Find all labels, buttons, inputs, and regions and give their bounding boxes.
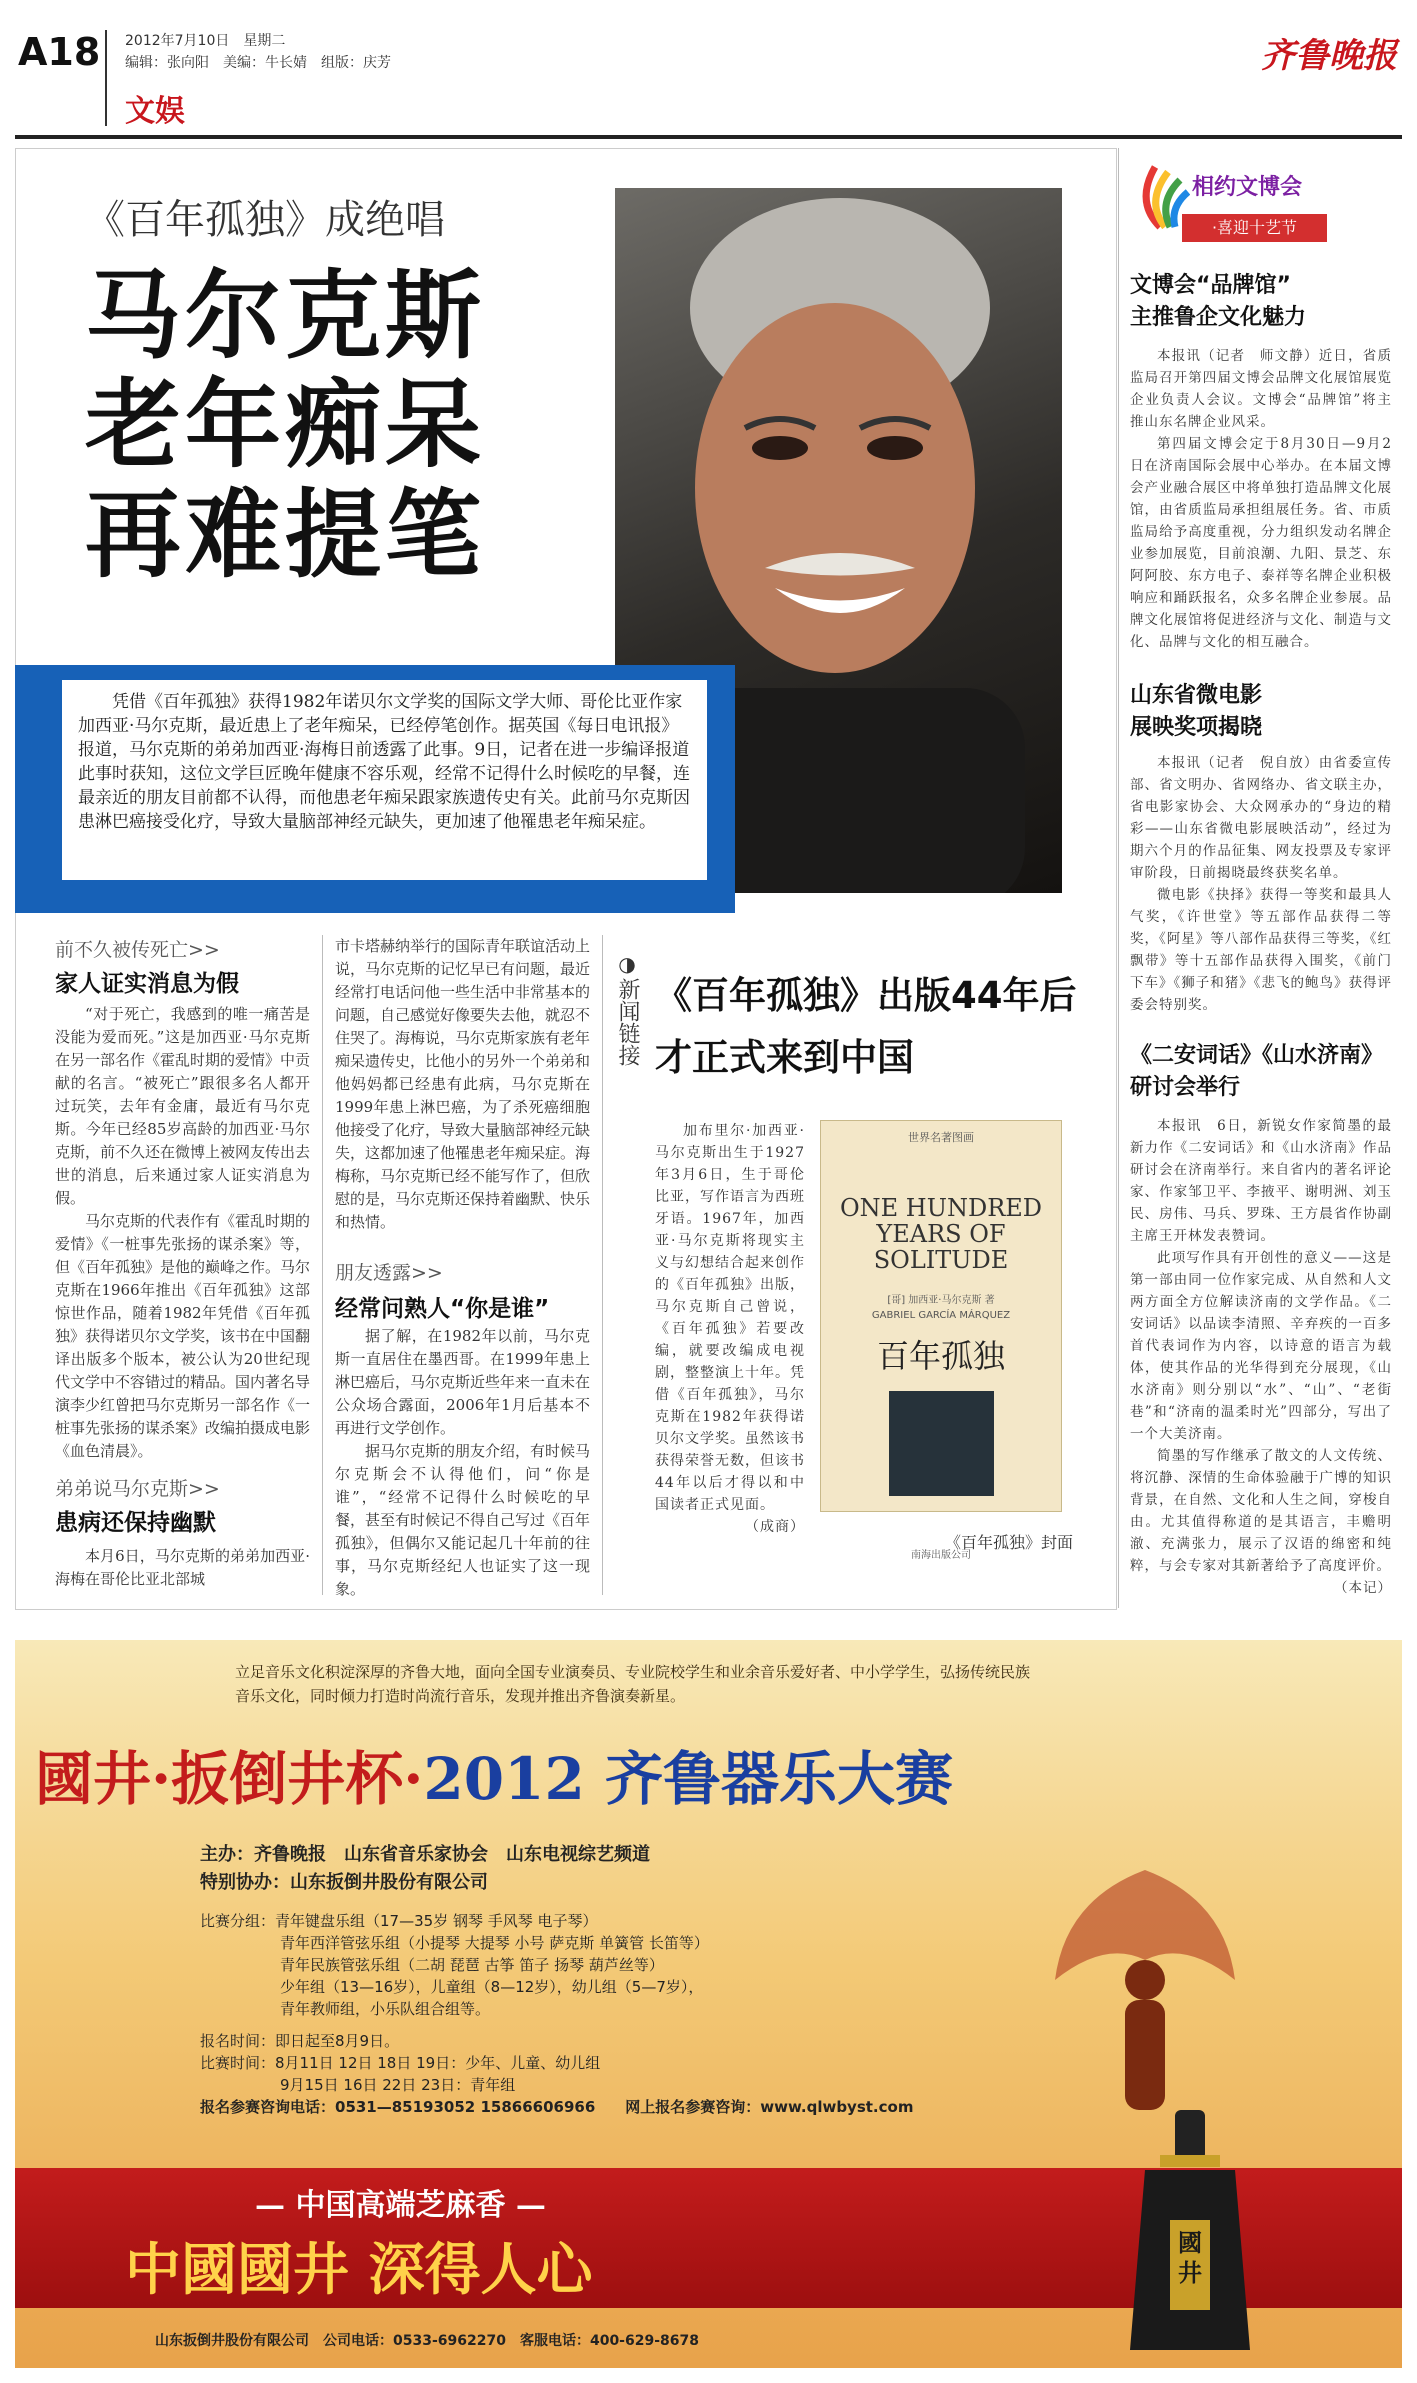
paragraph: 马尔克斯的代表作有《霍乱时期的爱情》《一桩事先张扬的谋杀案》等，但《百年孤独》是他的巅峰之作。马尔克斯在1966年推出《百年孤独》这部惊世作品，随着1982年凭借《百年孤独》获得诺贝尔文学奖，该书在中国翻译出版多个版本，被公认为20世纪现代文学中不容错过的精品。国内著名导演李少红曾把马尔克斯另一部名作《一桩事先张扬的谋杀案》改编拍摄成电影《血色清晨》。 xyxy=(55,1212,311,1460)
expo-logo-icon xyxy=(1130,162,1190,232)
col1-subhead-2: 患病还保持幽默 xyxy=(55,1510,216,1536)
masthead-logo: 齐鲁晚报 xyxy=(1261,36,1397,76)
book-english-title: ONE HUNDRED YEARS OF SOLITUDE xyxy=(839,1194,1043,1274)
ad-assist-label: 特别协办： xyxy=(200,1872,290,1893)
right-article-3-body xyxy=(1130,1115,1392,1599)
book-series: 世界名著图画 xyxy=(908,1131,974,1144)
date-line: 2012年7月10日 星期二 xyxy=(125,33,286,49)
ad-footer: 山东扳倒井股份有限公司 公司电话：0533-6962270 客服电话：400-629-8678 xyxy=(155,2333,699,2349)
sidebar-title-line-2: 才正式来到中国 xyxy=(655,1036,914,1079)
col1-body-2 xyxy=(55,1545,310,1591)
ad-reg-time: 报名时间：即日起至8月9日。 xyxy=(200,2032,400,2050)
ad-tagline: 立足音乐文化积淀深厚的齐鲁大地，面向全国专业演奏员、专业院校学生和业余音乐爱好者、中小学学生，弘扬传统民族音乐文化，同时倾力打造时尚流行音乐，发现并推出齐鲁演奏新星。 xyxy=(235,1663,1031,1705)
expo-logo-banner: ·喜迎十艺节 xyxy=(1182,214,1327,242)
news-link-label: 新闻链接 xyxy=(615,978,640,1066)
paragraph: 据了解，在1982年以前，马尔克斯一直居住在墨西哥。在1999年患上淋巴癌后，马尔克斯近些年来一直未在公众场合露面，2006年1月后基本不再进行文学创作。 xyxy=(335,1327,591,1437)
paragraph: 微电影《抉择》获得一等奖和最具人气奖，《许世堂》等五部作品获得二等奖，《阿星》等八部作品获得三等奖，《红飘带》等十五部作品获得入围奖，《前门下车》《狮子和猪》《悲飞的鲍鸟》获得评委会特别奖。 xyxy=(1130,887,1392,1013)
page-number: A18 xyxy=(18,30,101,74)
paragraph: 此项写作具有开创性的意义——这是第一部由同一位作家完成、从自然和人文两方面全方位解读济南的文学作品。《二安词话》以品读李清照、辛弃疾的一百多首代表词作为内容，以诗意的语言为载体，使其作品的光华得到充分展现，《山水济南》则分别以“水”、“山”、“老街巷”和“济南的温柔时光”四部分，写出了一个大美济南。 xyxy=(1130,1250,1392,1442)
col2-kicker: 朋友透露>> xyxy=(335,1262,443,1284)
ad-hosts: 齐鲁晚报 山东省音乐家协会 山东电视综艺频道 xyxy=(254,1844,650,1865)
lead-intro: 凭借《百年孤独》获得1982年诺贝尔文学奖的国际文学大师、哥伦比亚作家加西亚·马尔克斯，最近患上了老年痴呆，已经停笔创作。据英国《每日电讯报》报道，马尔克斯的弟弟加西亚·海梅日前透露了此事。9日，记者在进一步编译报道此事时获知，这位文学巨匠晚年健康不容乐观，经常不记得什么时候吃的早餐，连最亲近的朋友目前都不认得，而他患老年痴呆跟家族遗传史有关。此前马尔克斯因患淋巴癌接受化疗，导致大量脑部神经元缺失，更加速了他罹患老年痴呆症。 xyxy=(62,680,707,880)
ad-group: 少年组（13—16岁），儿童组（8—12岁），幼儿组（5—7岁）， xyxy=(280,1978,704,1996)
paragraph: “对于死亡，我感到的唯一痛苦是没能为爱而死。”这是加西亚·马尔克斯在另一部名作《霍乱时期的爱情》中贡献的名言。“被死亡”跟很多名人都开过玩笑，去年有金庸，最近有马尔克斯。今年已经85岁高龄的加西亚·马尔克斯，前不久还在微博上被网友传出去世的消息，后来通过家人证实消息为假。 xyxy=(55,1005,311,1207)
col1-kicker-1: 前不久被传死亡>> xyxy=(55,939,220,961)
headline-line-1: 马尔克斯 xyxy=(85,260,485,372)
paragraph: 加布里尔·加西亚·马尔克斯出生于1927年3月6日，生于哥伦比亚，写作语言为西班牙语。1967年，加西亚·马尔克斯将现实主义与幻想结合起来创作的《百年孤独》出版，马尔克斯自己曾说，《百年孤独》若要改编，就要改编成电视剧，整整演上十年。凭借《百年孤独》，马尔克斯在1982年获得诺贝尔文学奖。虽然该书获得荣誉无数，但该书44年以后才得以和中国读者正式见面。 xyxy=(655,1123,805,1513)
lead-headline xyxy=(85,262,485,590)
col1-body-1 xyxy=(55,1003,310,1463)
ad-hosts-line xyxy=(200,1840,650,1866)
ad-title xyxy=(35,1732,953,1816)
paragraph: 简墨的写作继承了散文的人文传统、将沉静、深情的生命体验融于广博的知识背景，在自然、文化和人生之间，穿梭自由。尤其值得称道的是其语言，丰赡明澈、充满张力，展示了汉语的绵密和纯粹，与会专家对其新著给予了高度评价。 xyxy=(1130,1448,1392,1574)
ad-assist-line xyxy=(200,1868,488,1894)
right-article-3-title xyxy=(1130,1040,1392,1104)
col2-subhead: 经常问熟人“你是谁” xyxy=(335,1296,550,1322)
ad-bottle-label: 國井 xyxy=(1178,2228,1202,2287)
ad-schedule xyxy=(200,2030,913,2118)
editors-line: 编辑：张向阳 美编：牛长婧 组版：庆芳 xyxy=(125,55,391,71)
paragraph: 市卡塔赫纳举行的国际青年联谊活动上说，马尔克斯的记忆早已有问题，最近经常打电话问他一些生活中非常基本的问题，自己感觉好像要失去他，就忍不住哭了。海梅说，马尔克斯家族有老年痴呆遗传史，比他小的另外一个弟弟和他妈妈都已经患有此病，马尔克斯在1999年患上淋巴癌，为了杀死癌细胞他接受了化疗，导致大量脑部神经元缺失，这都加速了他罹患老年痴呆症。海梅称，马尔克斯已经不能写作了，但欣慰的是，马尔克斯还保持着幽默、快乐和热情。 xyxy=(335,937,591,1231)
ad-group: 青年民族管弦乐组（二胡 琵琶 古筝 笛子 扬琴 葫芦丝等） xyxy=(280,1956,664,1974)
right-article-3-sign: （本记） xyxy=(1334,1580,1392,1596)
sidebar-title-line-1: 《百年孤独》出版44年后 xyxy=(655,974,1077,1017)
right-article-1-body xyxy=(1130,345,1392,653)
ad-title-sponsor: 國井·扳倒井杯· xyxy=(35,1745,424,1813)
ad-hosts-label: 主办： xyxy=(200,1844,254,1865)
news-link-tag xyxy=(612,950,642,1066)
book-chinese-title: 百年孤独 xyxy=(876,1337,1005,1375)
sidebar-body xyxy=(655,1120,805,1538)
title-line: 文博会“品牌馆” xyxy=(1130,273,1291,298)
book-publisher: 南海出版公司 xyxy=(911,1550,971,1561)
right-article-2-title xyxy=(1130,680,1392,744)
title-line: 《二安词话》《山水济南》 xyxy=(1130,1043,1384,1068)
section-name: 文娱 xyxy=(125,94,185,129)
header-info xyxy=(125,30,391,74)
ad-group: 青年西洋管弦乐组（小提琴 大提琴 小号 萨克斯 单簧管 长笛等） xyxy=(280,1934,709,1952)
ad-group: 青年键盘乐组（17—35岁 钢琴 手风琴 电子琴） xyxy=(275,1912,598,1930)
ad-slogan-small: — 中国高端芝麻香 — xyxy=(255,2188,546,2223)
ad-groups xyxy=(200,1910,709,2020)
lead-kicker: 《百年孤独》成绝唱 xyxy=(85,197,445,243)
paragraph: 第四届文博会定于8月30日—9月2日在济南国际会展中心举办。在本届文博会产业融合展区中将单独打造品牌文化展馆，由省质监局承担组展任务。省、市质监局给予高度重视，分力组织发动名牌企业参加展览，目前浪潮、九阳、景芝、东阿阿胶、东方电子、泰祥等名牌企业积极响应和踊跃报名，众多名牌企业参展。品牌文化展馆将促进经济与文化、制造与文化、品牌与文化的相互融合。 xyxy=(1130,436,1392,650)
ad-musician-silhouette xyxy=(1045,1860,1245,2120)
book-cover-image xyxy=(889,1391,994,1496)
col2-body-1 xyxy=(335,935,590,1234)
book-caption: 《百年孤独》封面 xyxy=(945,1533,1074,1552)
paragraph: 本报讯（记者 师文静）近日，省质监局召开第四届文博会品牌文化展馆展览企业负责人会议。文博会“品牌馆”将主推山东名牌企业风采。 xyxy=(1130,348,1392,430)
title-line: 研讨会举行 xyxy=(1130,1075,1241,1100)
ad-group: 青年教师组，小乐队组合组等。 xyxy=(280,2000,491,2018)
news-link-icon: ◑ xyxy=(618,952,636,976)
paragraph: 据马尔克斯的朋友介绍，有时候马尔克斯会不认得他们，问“你是谁”，“经常不记得什么时候吃的早餐，甚至有时候记不得自己写过《百年孤独》，但偶尔又能记起几十年前的往事，马尔克斯经纪人也证实了这一现象。 xyxy=(335,1442,591,1598)
ad-match-time-2: 9月15日 16日 22日 23日：青年组 xyxy=(280,2076,516,2094)
top-rule xyxy=(15,135,1402,139)
paragraph: 本月6日，马尔克斯的弟弟加西亚·海梅在哥伦比亚北部城 xyxy=(55,1547,310,1588)
right-article-2-body xyxy=(1130,752,1392,1016)
book-author-en: GABRIEL GARCÍA MÁRQUEZ xyxy=(871,1310,1011,1321)
column-divider xyxy=(602,935,603,1595)
sidebar-title xyxy=(655,965,1077,1089)
title-line: 展映奖项揭晓 xyxy=(1130,715,1263,740)
paragraph: 本报讯（记者 倪自放）由省委宣传部、省文明办、省网络办、省文联主办，省电影家协会、大众网承办的“身边的精彩——山东省微电影展映活动”，经过为期六个月的作品征集、网友投票及专家评审阶段，日前揭晓最终获奖名单。 xyxy=(1130,755,1392,881)
ad-slogan-big: 中國國井 深得人心 xyxy=(125,2237,593,2303)
col1-kicker-2: 弟弟说马尔克斯>> xyxy=(55,1478,220,1500)
expo-logo-title: 相约文博会 xyxy=(1192,175,1303,200)
col1-subhead-1: 家人证实消息为假 xyxy=(55,971,239,997)
advertisement xyxy=(15,1640,1402,2368)
right-article-1-title xyxy=(1130,270,1392,334)
paragraph: 本报讯 6日，新锐女作家简墨的最新力作《二安词话》和《山水济南》作品研讨会在济南举行。来自省内的著名评论家、作家邹卫平、李掖平、谢明洲、刘玉民、房伟、马兵、罗珠、王方晨省作协副主席王开林发表赞词。 xyxy=(1130,1118,1392,1244)
ad-match-time-1: 比赛时间：8月11日 12日 18日 19日：少年、儿童、幼儿组 xyxy=(200,2054,601,2072)
col2-body-2 xyxy=(335,1325,590,1601)
ad-title-event: 2012 齐鲁器乐大赛 xyxy=(423,1745,954,1813)
title-line: 主推鲁企文化魅力 xyxy=(1130,305,1307,330)
title-line: 山东省微电影 xyxy=(1130,683,1263,708)
ad-groups-label: 比赛分组： xyxy=(200,1912,276,1930)
ad-liquor-bottle xyxy=(1115,2110,1265,2360)
headline-line-3: 再难提笔 xyxy=(85,478,485,591)
expo-logo xyxy=(1130,162,1330,254)
right-column-divider xyxy=(1118,148,1119,1608)
ad-contact: 报名参赛咨询电话：0531—85193052 15866606966 网上报名参赛咨询：www.qlwbyst.com xyxy=(200,2098,914,2116)
headline-line-2: 老年痴呆 xyxy=(85,369,485,482)
ad-assist: 山东扳倒井股份有限公司 xyxy=(290,1872,488,1893)
book-author-cn: [哥] 加西亚·马尔克斯 著 xyxy=(887,1295,995,1306)
column-divider xyxy=(322,935,323,1595)
sidebar-signoff: （成商） xyxy=(745,1519,805,1535)
header-divider xyxy=(105,30,107,126)
